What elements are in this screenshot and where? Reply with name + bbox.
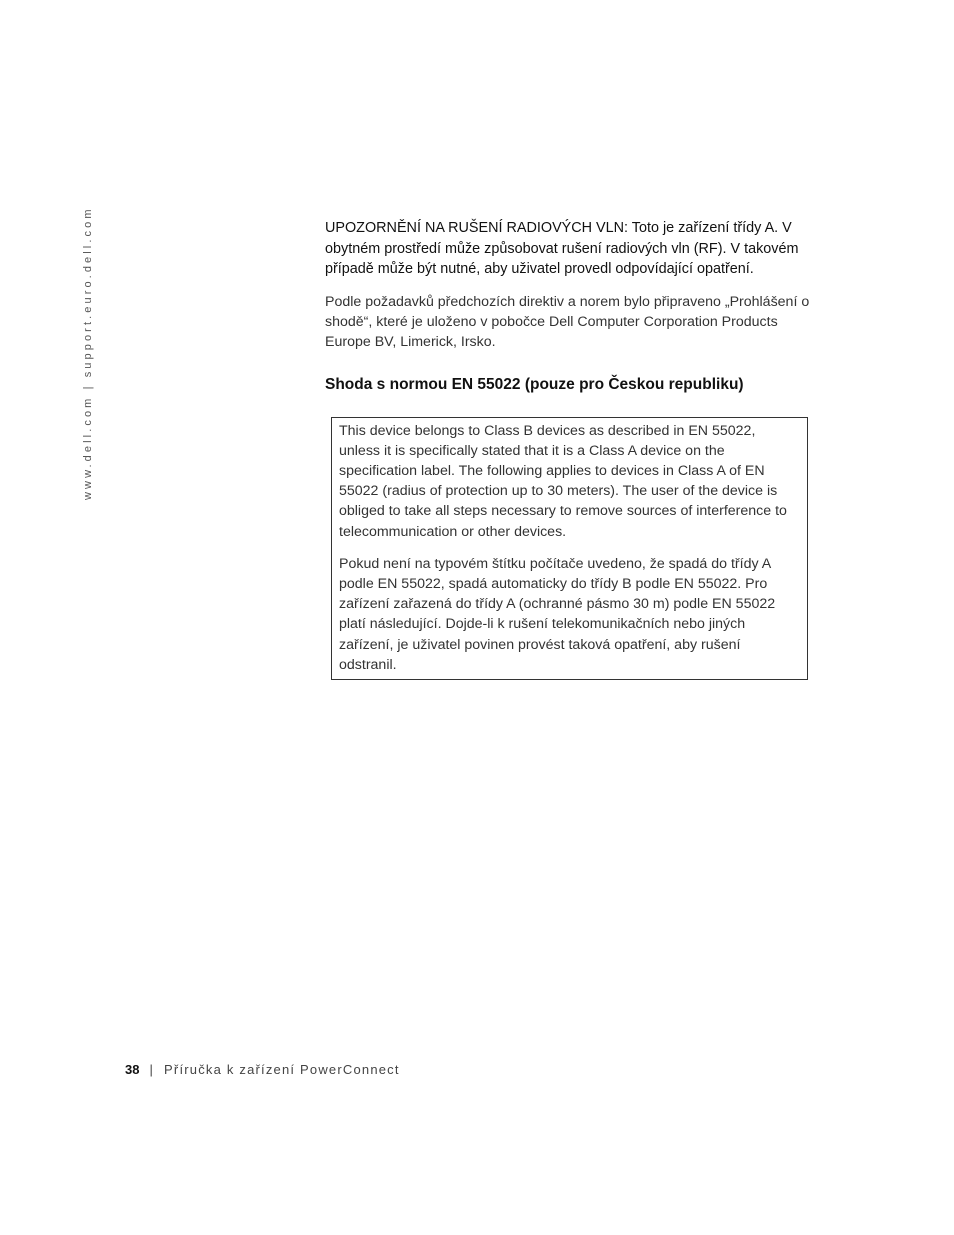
page-footer [125, 1062, 400, 1077]
section-heading: Shoda s normou EN 55022 (pouze pro Českou republiku) [325, 375, 744, 393]
sidebar-url: www.dell.com | support.euro.dell.com [82, 206, 94, 500]
notice-czech-paragraph: Pokud není na typovém štítku počítače uvedeno, že spadá do třídy A podle EN 55022, spadá automaticky do třídy B podle EN 55022. Pro zařízení zařazená do třídy A (ochranné pásmo 30 m) podle EN 55022 platí následující. Dojde-li k rušení telekomunikačních nebo jiných zařízení, je uživatel povinen provést taková opatření, aby rušení odstranil. [339, 555, 776, 673]
page-number: 38 [125, 1062, 140, 1077]
manual-title: Příručka k zařízení PowerConnect [164, 1062, 400, 1077]
notice-english-paragraph: This device belongs to Class B devices as described in EN 55022, unless it is specifically stated that it is a Class A device on the specification label. The following applies to devices in Class A of EN 55022 (radius of protection up to 30 meters). The user of the device is obliged to take all steps necessary to remove sources of interference to telecommunication or other devices. [339, 422, 787, 540]
footer-separator: | [149, 1062, 155, 1077]
en55022-notice-box [331, 417, 808, 680]
rf-interference-warning: UPOZORNĚNÍ NA RUŠENÍ RADIOVÝCH VLN: Toto je zařízení třídy A. V obytném prostředí může způsobovat rušení radiových vln (RF). V takovém případě může být nutné, aby uživatel provedl odpovídající opatření. [325, 220, 799, 277]
main-content [325, 218, 815, 680]
declaration-paragraph: Podle požadavků předchozích direktiv a norem bylo připraveno „Prohlášení o shodě“, které je uloženo v pobočce Dell Computer Corporation Products Europe BV, Limerick, Irsko. [325, 293, 810, 350]
